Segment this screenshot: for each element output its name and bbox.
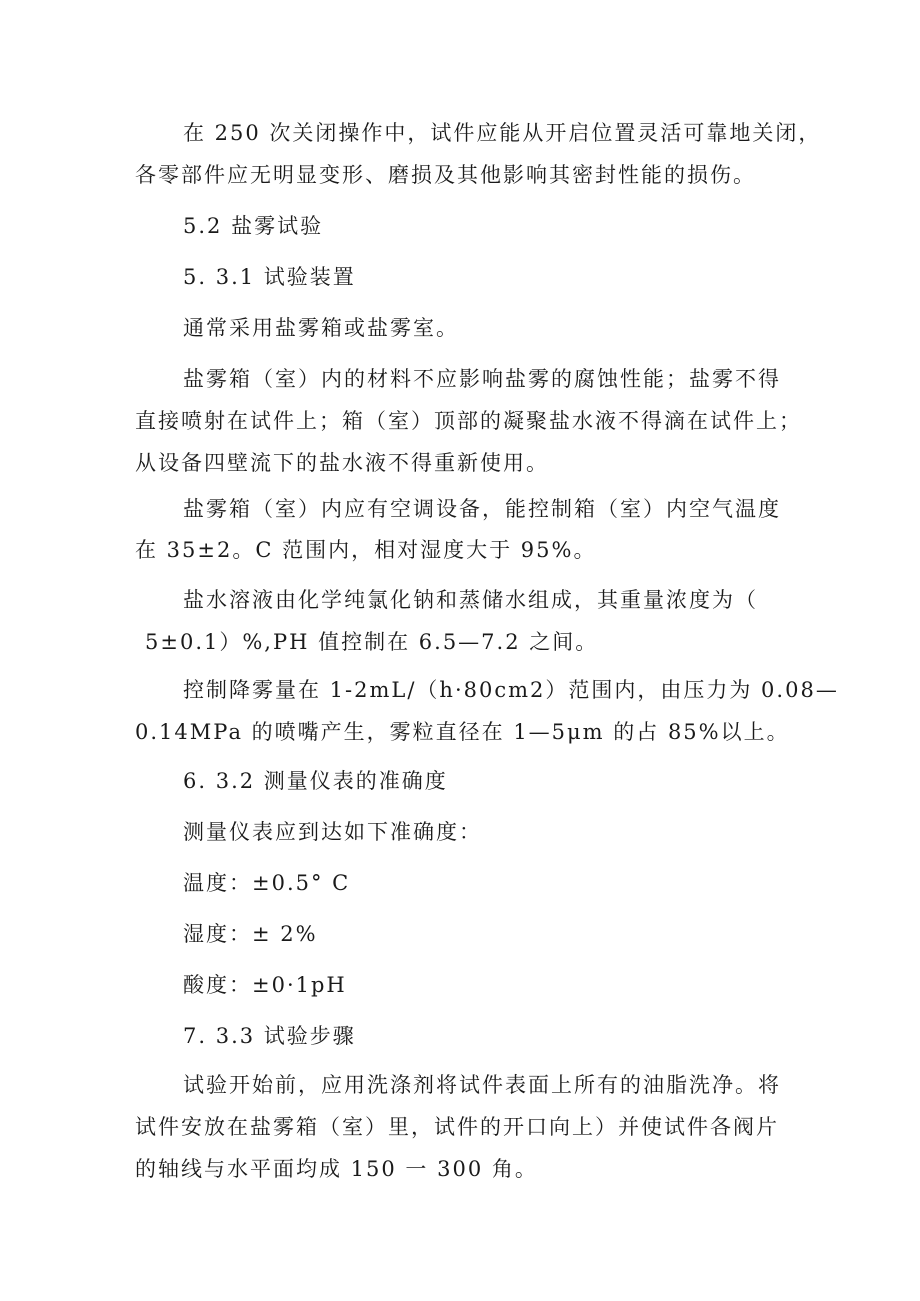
text-line: 的轴线与水平面均成 150 一 300 角。 <box>135 1157 538 1181</box>
text-line: 各零部件应无明显变形、磨损及其他影响其密封性能的损伤。 <box>135 163 756 187</box>
section-heading: 5.2 盐雾试验 <box>183 214 324 238</box>
text-line: 在 35±2。C 范围内，相对湿度大于 95%。 <box>135 538 597 562</box>
subsection-heading: 6. 3.2 测量仪表的准确度 <box>183 769 448 793</box>
text-line: 温度：±0.5° C <box>183 871 351 895</box>
text-line: 从设备四壁流下的盐水液不得重新使用。 <box>135 451 549 475</box>
text-line: 湿度：± 2% <box>183 922 318 946</box>
subsection-heading: 5. 3.1 试验装置 <box>183 265 356 289</box>
text-line: 5±0.1）%,PH 值控制在 6.5—7.2 之间。 <box>145 630 599 654</box>
text-line: 测量仪表应到达如下准确度： <box>183 820 482 844</box>
text-line: 在 250 次关闭操作中，试件应能从开启位置灵活可靠地关闭， <box>183 121 822 145</box>
text-line: 通常采用盐雾箱或盐雾室。 <box>183 316 459 340</box>
text-line: 控制降雾量在 1-2mL/（h·80cm2）范围内，由压力为 0.08— <box>183 678 839 702</box>
subsection-heading: 7. 3.3 试验步骤 <box>183 1024 356 1048</box>
text-line: 试验开始前，应用洗涤剂将试件表面上所有的油脂洗净。将 <box>183 1073 781 1097</box>
text-line: 盐水溶液由化学纯氯化钠和蒸储水组成，其重量浓度为（ <box>183 588 758 612</box>
text-line: 0.14MPa 的喷嘴产生，雾粒直径在 1—5μm 的占 85%以上。 <box>135 720 790 744</box>
text-line: 盐雾箱（室）内应有空调设备，能控制箱（室）内空气温度 <box>183 497 781 521</box>
text-line: 盐雾箱（室）内的材料不应影响盐雾的腐蚀性能；盐雾不得 <box>183 367 781 391</box>
text-line: 试件安放在盐雾箱（室）里，试件的开口向上）并使试件各阀片 <box>135 1115 779 1139</box>
text-line: 直接喷射在试件上；箱（室）顶部的凝聚盐水液不得滴在试件上； <box>135 409 802 433</box>
text-line: 酸度：±0·1pH <box>183 973 347 997</box>
